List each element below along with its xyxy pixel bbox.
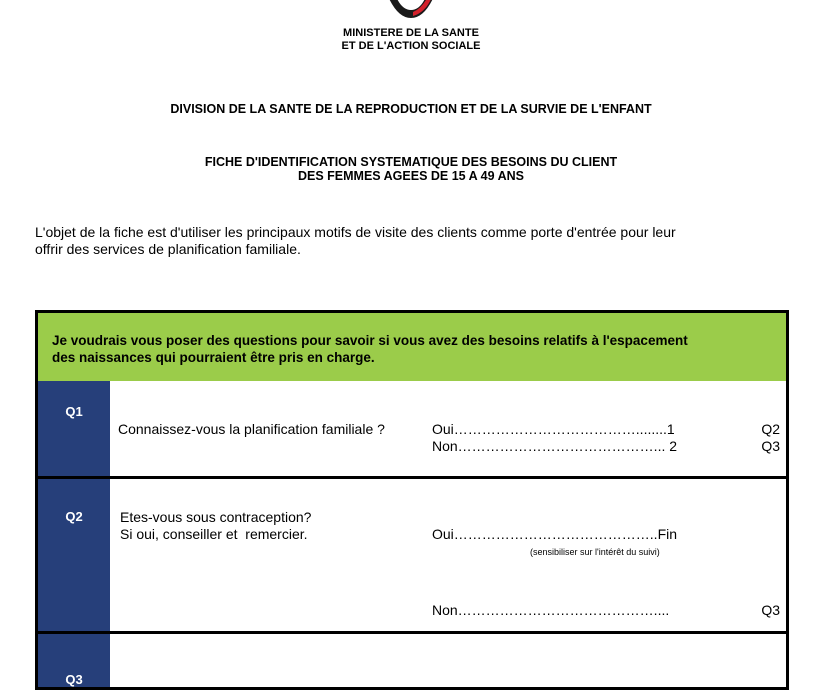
fiche-title-line1: FICHE D'IDENTIFICATION SYSTEMATIQUE DES BESOINS DU CLIENT <box>204 155 618 169</box>
question-number-cell <box>38 479 110 631</box>
question-number: Q1 <box>65 404 83 419</box>
answer-no[interactable]: Non…………………………………….... <box>432 602 670 618</box>
intro-line2: offrir des services de planification familiale. <box>35 241 301 257</box>
intro-paragraph <box>35 224 795 258</box>
question-text-line1: Etes-vous sous contraception? <box>120 509 312 525</box>
banner-line1: Je voudrais vous poser des questions pour savoir si vous avez des besoins relatifs à l'espacement <box>52 333 688 348</box>
banner-line2: des naissances qui pourraient être pris en charge. <box>52 350 375 365</box>
question-row-q3 <box>38 634 786 690</box>
intro-line1: L'objet de la fiche est d'utiliser les principaux motifs de visite des clients comme porte d'entrée pour leur <box>35 224 676 240</box>
skip-no: Q3 <box>761 602 780 618</box>
ministry-emblem-icon <box>383 0 439 20</box>
question-row-q2 <box>38 479 786 631</box>
fiche-title-line2: DES FEMMES AGEES DE 15 A 49 ANS <box>298 169 524 183</box>
question-number-cell <box>38 634 110 690</box>
questionnaire-form <box>35 310 789 690</box>
question-row-q1 <box>38 381 786 476</box>
division-title: DIVISION DE LA SANTE DE LA REPRODUCTION ET DE LA SURVIE DE L'ENFANT <box>170 102 652 116</box>
answer-yes-note: (sensibiliser sur l'intérêt du suivi) <box>530 547 660 557</box>
banner-text <box>52 332 772 366</box>
question-text: Connaissez-vous la planification familiale ? <box>118 421 385 437</box>
answer-yes[interactable]: Oui……………………………………..Fin <box>432 526 678 542</box>
question-text-line2: Si oui, conseiller et remercier. <box>120 526 308 542</box>
instruction-banner <box>38 313 786 381</box>
skip-yes: Q2 <box>761 421 780 437</box>
ministry-name-line2: ET DE L'ACTION SOCIALE <box>341 40 481 52</box>
answer-no[interactable]: Non……………………………………... 2 <box>432 438 678 454</box>
question-number: Q3 <box>65 672 83 687</box>
ministry-name-line1: MINISTERE DE LA SANTE <box>343 27 479 39</box>
answer-yes[interactable]: Oui…………………………………........1 <box>432 421 675 437</box>
question-number: Q2 <box>65 509 83 524</box>
question-number-cell <box>38 381 110 476</box>
skip-no: Q3 <box>761 438 780 454</box>
